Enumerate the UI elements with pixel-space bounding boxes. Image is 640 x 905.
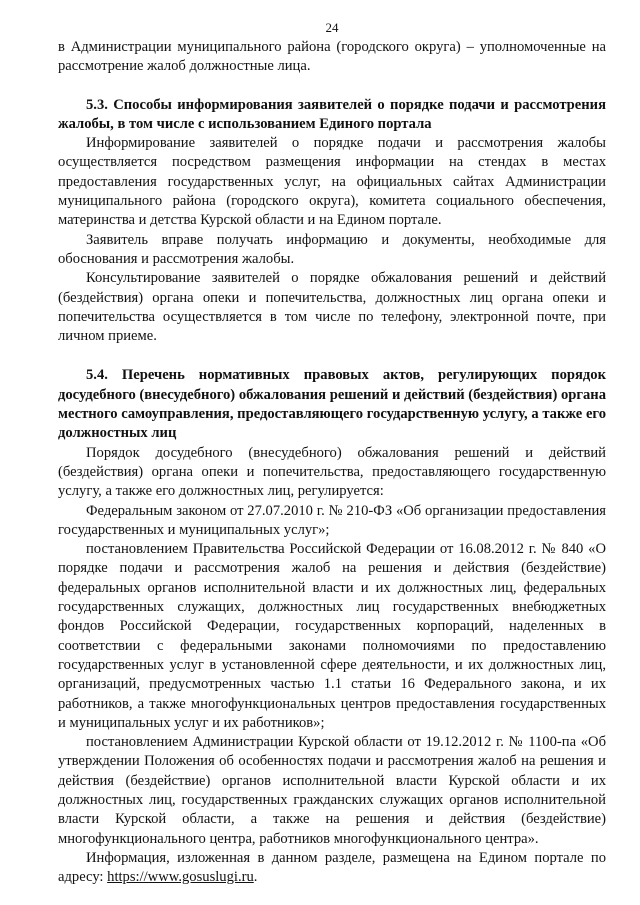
gosuslugi-link[interactable]: https://www.gosuslugi.ru xyxy=(107,869,254,886)
final-end: . xyxy=(253,869,258,886)
final-text: Информация, изложенная в данном разделе, размещена на Едином портале по адресу: xyxy=(58,849,606,886)
section-5-4-paragraph: постановлением Администрации Курской области от 19.12.2012 г. № 1100-па «Об утверждении Положения об особенностях подачи и рассмотрения жалоб на решения и действия (бездействие) органов исполнительной власти Курской области и их должностных лиц, государственных гражданских служащих органов исполнительной власти Курской области, а также на решения и действия (бездействие) многофункционального центра, работников многофункционального центра». xyxy=(58,734,606,847)
section-5-4-paragraph: Федеральным законом от 27.07.2010 г. № 210-ФЗ «Об организации предоставления государственных и муниципальных услуг»; xyxy=(58,502,606,538)
section-5-3-paragraph: Заявитель вправе получать информацию и документы, необходимые для обоснования и рассмотрения жалобы. xyxy=(58,231,606,267)
section-5-3-heading: 5.3. Способы информирования заявителей о порядке подачи и рассмотрения жалобы, в том числе с использованием Единого портала xyxy=(58,96,606,132)
section-5-3-paragraph: Информирование заявителей о порядке подачи и рассмотрения жалобы осуществляется посредством размещения информации на стендах в местах предоставления государственных услуг, на официальных сайтах Администрации муниципального района (городского округа), комитета социального обеспечения, материнства и детства Курской области и на Едином портале. xyxy=(58,135,606,229)
section-5-4-paragraph: Порядок досудебного (внесудебного) обжалования решений и действий (бездействия) органа опеки и попечительства, предоставляющего государственную услугу, а также его должностных лиц, регулируется: xyxy=(58,444,606,500)
section-5-3-paragraph: Консультирование заявителей о порядке обжалования решений и действий (бездействия) органа опеки и попечительства, должностных лиц органа опеки и попечительства осуществляется в том числе по телефону, электронной почте, при личном приеме. xyxy=(58,270,606,345)
intro-paragraph: в Администрации муниципального района (городского округа) – уполномоченные на рассмотрение жалоб должностные лица. xyxy=(58,39,606,75)
final-paragraph xyxy=(58,849,606,888)
page-number: 24 xyxy=(325,20,339,35)
section-5-4-paragraph: постановлением Правительства Российской Федерации от 16.08.2012 г. № 840 «О порядке подачи и рассмотрения жалоб на решения и действия (бездействие) федеральных органов исполнительной власти и их должностных лиц, федеральных государственных служащих, должностных лиц государственных внебюджетных фондов Российской Федерации, государственных корпораций, наделенных в соответствии с федеральными законами полномочиями по предоставлению государственных услуг в установленной сфере деятельности, и их должностных лиц, организаций, предусмотренных частью 1.1 статьи 16 Федерального закона, и их работников, а также многофункциональных центров предоставления государственных и муниципальных услуг и их работников»; xyxy=(58,541,606,731)
section-5-4-heading: 5.4. Перечень нормативных правовых актов, регулирующих порядок досудебного (внесудебного) обжалования решений и действий (бездействия) органа местного самоуправления, предоставляющего государственную услугу, а также его должностных лиц xyxy=(58,367,606,442)
